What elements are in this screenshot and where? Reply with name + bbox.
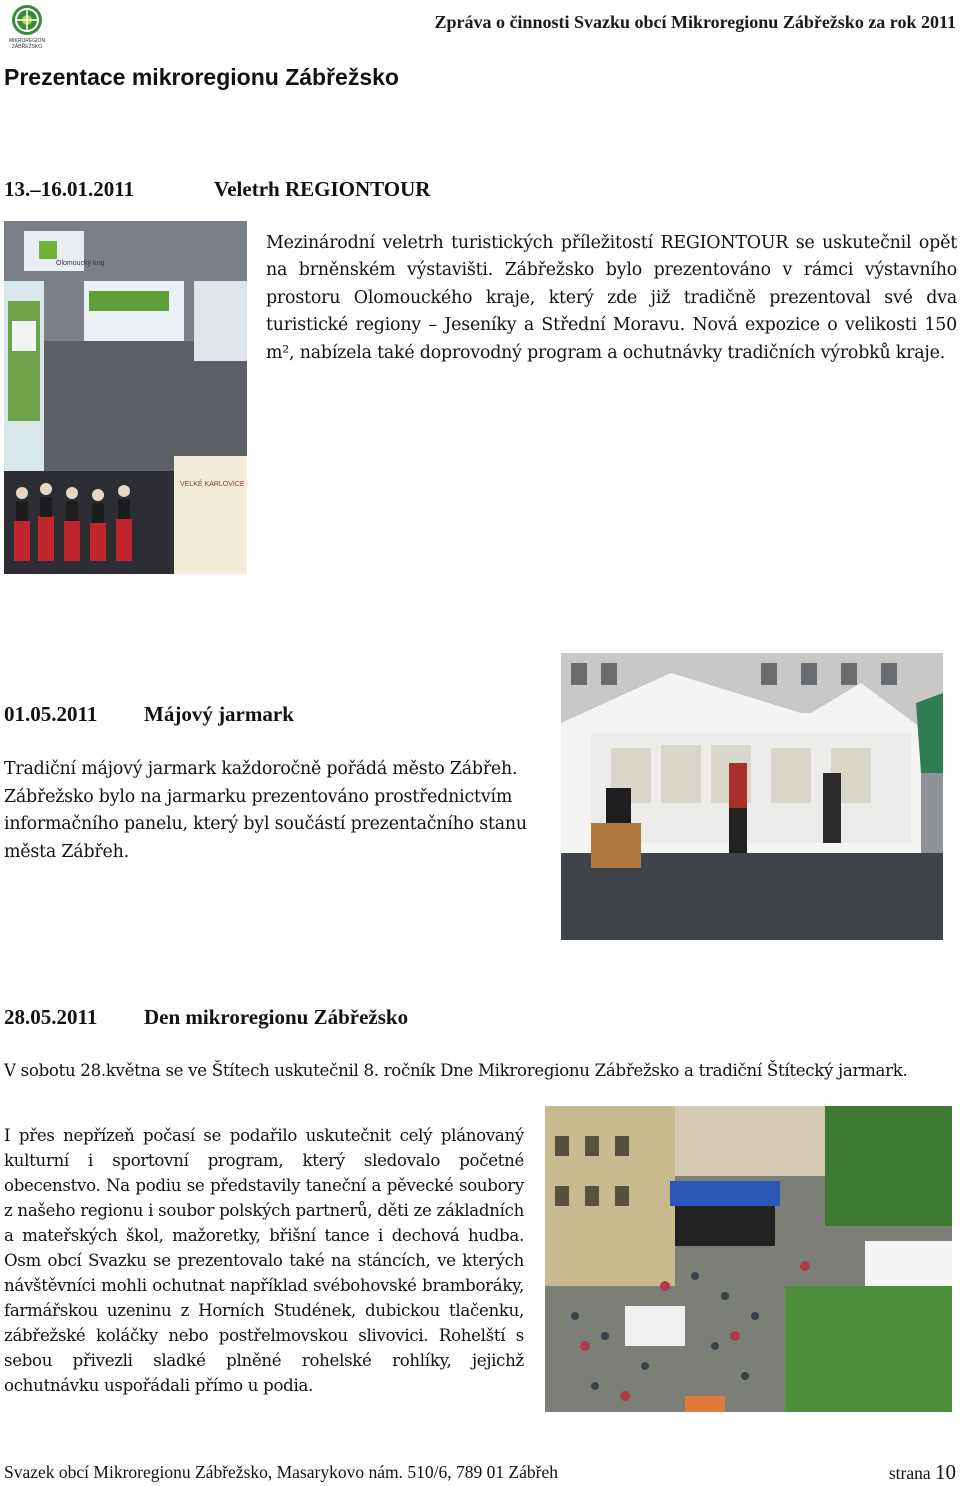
section-2-text: Tradiční májový jarmark každoročně pořádá město Zábřeh. Zábřežsko bylo na jarmarku prezentováno prostřednictvím informačního panelu, který byl součástí prezentačního stanu města Zábřeh. bbox=[4, 759, 527, 862]
footer-page bbox=[889, 1460, 956, 1485]
svg-text:MIKROREGION: MIKROREGION bbox=[8, 38, 46, 44]
festival-square-photo bbox=[545, 1106, 952, 1412]
section-1-title: Veletrh REGIONTOUR bbox=[214, 177, 431, 201]
market-tent-photo bbox=[561, 653, 943, 940]
section-2-date: 01.05.2011 bbox=[4, 702, 98, 726]
svg-text:ZÁBŘEŽSKO: ZÁBŘEŽSKO bbox=[11, 44, 43, 50]
section-2-title: Májový jarmark bbox=[144, 702, 294, 726]
fair-banner-1: Olomoucký kraj bbox=[56, 260, 105, 267]
fair-photo bbox=[4, 221, 247, 574]
section-3-date: 28.05.2011 bbox=[4, 1005, 98, 1029]
section-2-heading bbox=[4, 702, 294, 727]
section-3-title: Den mikroregionu Zábřežsko bbox=[144, 1005, 409, 1029]
mikroregion-logo bbox=[6, 2, 48, 50]
section-3-intro: V sobotu 28.května se ve Štítech uskutečnil 8. ročník Dne Mikroregionu Zábřežsko a tradiční Štítecký jarmark. bbox=[4, 1061, 908, 1080]
section-1-date: 13.–16.01.2011 bbox=[4, 177, 135, 201]
page-label: strana bbox=[888, 1463, 931, 1483]
page-title: Prezentace mikroregionu Zábřežsko bbox=[4, 64, 399, 90]
report-header-title: Zpráva o činnosti Svazku obcí Mikroregionu Zábřežsko za rok 2011 bbox=[434, 12, 956, 32]
footer-address: Svazek obcí Mikroregionu Zábřežsko, Masarykovo nám. 510/6, 789 01 Zábřeh bbox=[4, 1462, 559, 1482]
fair-banner-2: VELKÉ KARLOVICE bbox=[180, 481, 245, 488]
section-1-heading bbox=[4, 177, 430, 202]
section-1-text: Mezinárodní veletrh turistických příležitostí REGIONTOUR se uskutečnil opět na brněnském výstavišti. Zábřežsko bylo prezentováno v rámci výstavního prostoru Olomouckého kraje, který zde již tradičně prezentoval své dva turistické regiony – Jeseníky a Střední Moravu. Nová expozice o velikosti 150 m², nabízela také doprovodný program a ochutnávky tradičních výrobků kraje. bbox=[266, 233, 957, 363]
section-3-heading bbox=[4, 1005, 408, 1030]
page-number: 10 bbox=[935, 1460, 956, 1484]
section-3-text: I přes nepřízeň počasí se podařilo uskutečnit celý plánovaný kulturní i sportovní program, který sledovalo početné obecenstvo. Na podiu se představily taneční a pěvecké soubory z našeho regionu i soubor polských partnerů, děti ze základních a mateřských škol, mažoretky, břišní tance i dechová hudba. Osm obcí Svazku se prezentovalo také na stáncích, ve kterých návštěvníci mohli ochutnat například svébohovské bramboráky, farmářskou uzeninu z Horních Studének, dubickou tlačenku, zábřežské koláčky nebo postřelmovskou slivovici. Rohelští s sebou přivezli sladké plněné rohelské rohlíky, jejichž ochutnávku uspořádali přímo u podia. bbox=[4, 1126, 524, 1395]
